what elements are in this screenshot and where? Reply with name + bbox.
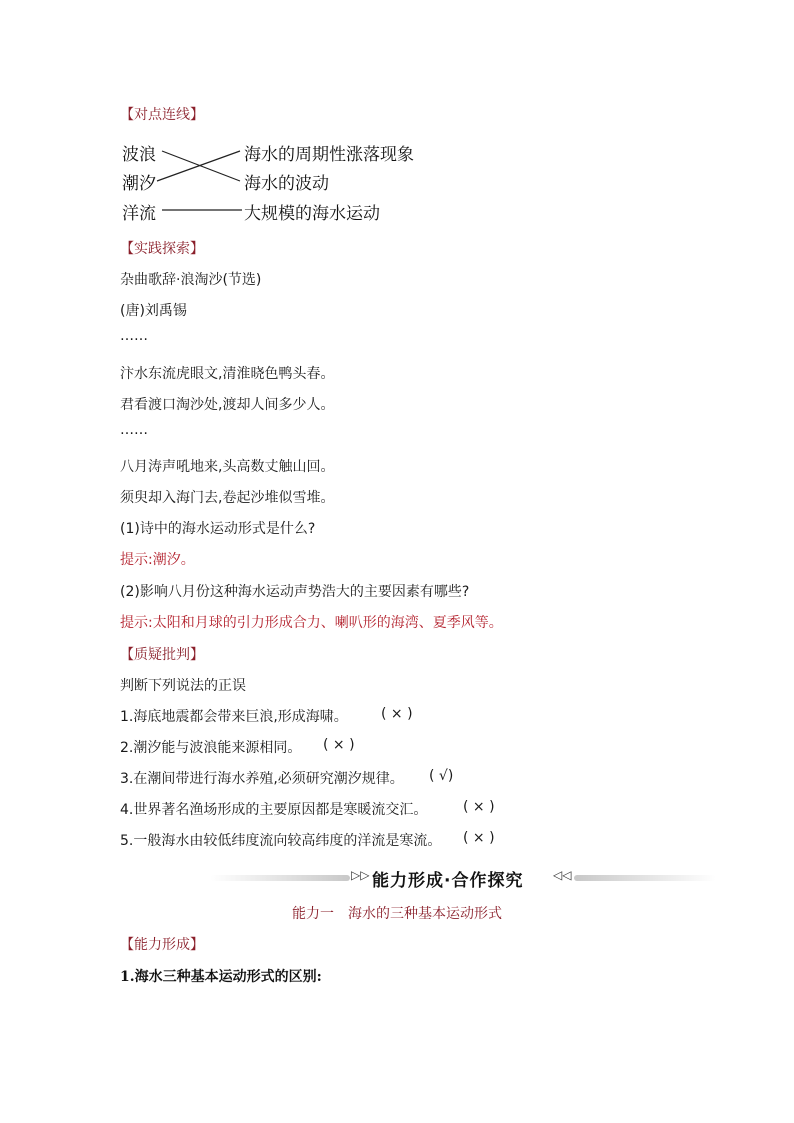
judge-mark-1: ( × ) xyxy=(381,706,413,722)
judge-intro: 判断下列说法的正误 xyxy=(120,678,246,694)
match-left-3: 洋流 xyxy=(122,204,156,224)
judge-item-4: 4.世界著名渔场形成的主要原因都是寒暖流交汇。 xyxy=(120,802,428,818)
judge-item-1: 1.海底地震都会带来巨浪,形成海啸。 xyxy=(120,709,348,725)
poem-ellipsis-1: …… xyxy=(120,328,148,344)
judge-mark-3: ( √) xyxy=(429,768,454,784)
section-judge-heading: 【质疑批判】 xyxy=(120,647,204,663)
hint-1: 提示:潮汐。 xyxy=(120,552,195,568)
judge-item-3: 3.在潮间带进行海水养殖,必须研究潮汐规律。 xyxy=(120,771,404,787)
match-right-2: 海水的波动 xyxy=(244,174,329,194)
poem-ellipsis-2: …… xyxy=(120,422,148,438)
band-title: 能力形成·合作探究 xyxy=(372,871,524,891)
match-left-2: 潮汐 xyxy=(122,174,156,194)
section-ability-heading: 【能力形成】 xyxy=(120,937,204,953)
judge-mark-5: ( × ) xyxy=(463,830,495,846)
band-bar-right xyxy=(574,875,716,881)
match-right-3: 大规模的海水运动 xyxy=(244,204,380,224)
poem-author: (唐)刘禹锡 xyxy=(120,303,187,319)
poem-line-3: 八月涛声吼地来,头高数丈触山回。 xyxy=(120,459,335,475)
match-left-1: 波浪 xyxy=(122,145,156,165)
judge-item-2: 2.潮汐能与波浪能来源相同。 xyxy=(120,740,302,756)
ability-1-heading: 能力一 海水的三种基本运动形式 xyxy=(292,906,502,922)
section-matching-heading: 【对点连线】 xyxy=(120,107,204,123)
point-1-heading: 1.海水三种基本运动形式的区别: xyxy=(120,969,322,985)
poem-title: 杂曲歌辞·浪淘沙(节选) xyxy=(120,272,262,288)
question-2: (2)影响八月份这种海水运动声势浩大的主要因素有哪些? xyxy=(120,584,470,600)
judge-mark-2: ( × ) xyxy=(323,737,355,753)
question-1: (1)诗中的海水运动形式是什么? xyxy=(120,521,316,537)
judge-item-5: 5.一般海水由较低纬度流向较高纬度的洋流是寒流。 xyxy=(120,833,442,849)
poem-line-4: 须臾却入海门去,卷起沙堆似雪堆。 xyxy=(120,490,335,506)
band-left-arrow-icon: ▷▷ xyxy=(351,868,370,882)
poem-line-1: 汴水东流虎眼文,清淮晓色鸭头春。 xyxy=(120,366,335,382)
band-right-arrow-icon: ◁◁ xyxy=(553,868,572,882)
poem-line-2: 君看渡口淘沙处,渡却人间多少人。 xyxy=(120,397,335,413)
judge-mark-4: ( × ) xyxy=(463,799,495,815)
band-bar-left xyxy=(210,875,350,881)
section-practice-heading: 【实践探索】 xyxy=(120,241,204,257)
hint-2: 提示:太阳和月球的引力形成合力、喇叭形的海湾、夏季风等。 xyxy=(120,615,503,631)
match-right-1: 海水的周期性涨落现象 xyxy=(244,145,414,165)
